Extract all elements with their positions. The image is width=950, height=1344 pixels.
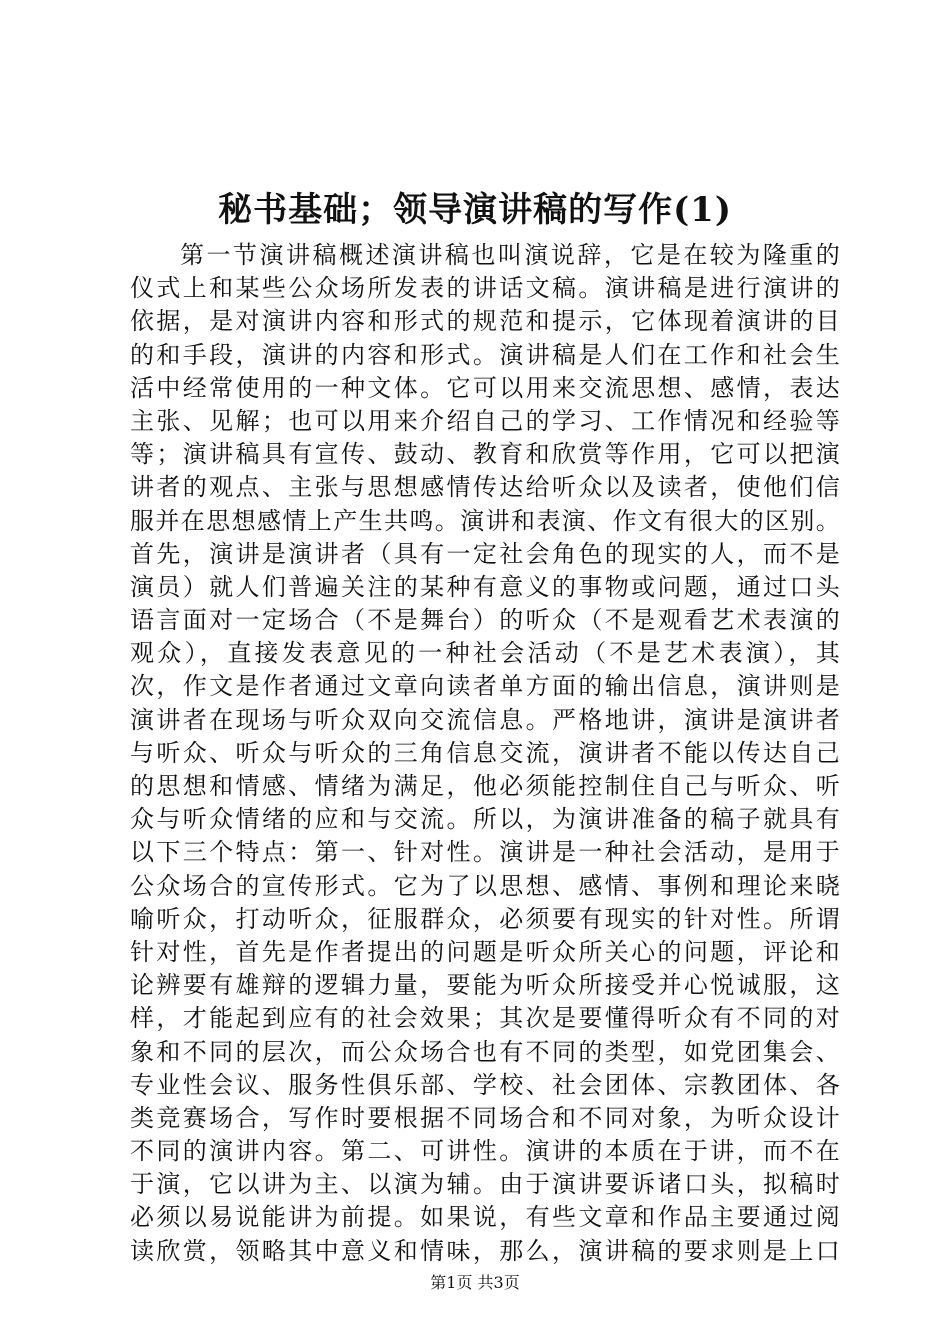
body-text-line: 服并在思想感情上产生共鸣。演讲和表演、作文有很大的区别。 [130, 506, 840, 535]
body-text-line: 活中经常使用的一种文体。它可以用来交流思想、感情，表达 [130, 373, 840, 402]
body-text-line: 于演，它以讲为主、以演为辅。由于演讲要诉诸口头，拟稿时 [130, 1170, 840, 1199]
body-text-line: 观众），直接发表意见的一种社会活动（不是艺术表演），其 [130, 639, 840, 668]
body-text-line: 象和不同的层次，而公众场合也有不同的类型，如党团集会、 [130, 1037, 840, 1066]
body-text [130, 239, 840, 1268]
body-text-line: 的和手段，演讲的内容和形式。演讲稿是人们在工作和社会生 [130, 340, 840, 369]
page-footer: 第1页 共3页 [430, 1273, 520, 1292]
body-text-line: 首先，演讲是演讲者（具有一定社会角色的现实的人，而不是 [130, 539, 840, 568]
body-text-line: 类竞赛场合，写作时要根据不同场合和不同对象，为听众设计 [130, 1103, 840, 1132]
body-text-line: 的思想和情感、情绪为满足，他必须能控制住自己与听众、听 [130, 772, 840, 800]
body-text-line: 不同的演讲内容。第二、可讲性。演讲的本质在于讲，而不在 [130, 1137, 840, 1166]
body-text-line: 专业性会议、服务性俱乐部、学校、社会团体、宗教团体、各 [130, 1070, 840, 1099]
body-text-line: 次，作文是作者通过文章向读者单方面的输出信息，演讲则是 [130, 672, 840, 701]
body-text-line: 演讲者在现场与听众双向交流信息。严格地讲，演讲是演讲者 [130, 705, 840, 734]
body-text-line: 必须以易说能讲为前提。如果说，有些文章和作品主要通过阅 [130, 1203, 840, 1232]
body-text-line: 语言面对一定场合（不是舞台）的听众（不是观看艺术表演的 [130, 606, 840, 635]
body-text-line: 与听众、听众与听众的三角信息交流，演讲者不能以传达自己 [130, 738, 840, 767]
body-text-line: 喻听众，打动听众，征服群众，必须要有现实的针对性。所谓 [130, 904, 840, 933]
body-text-line: 等；演讲稿具有宣传、鼓动、教育和欣赏等作用，它可以把演 [130, 440, 840, 469]
body-text-line: 样，才能起到应有的社会效果；其次是要懂得听众有不同的对 [130, 1004, 840, 1033]
body-text-line: 第一节演讲稿概述演讲稿也叫演说辞，它是在较为隆重的 [180, 241, 840, 269]
body-text-line: 演员）就人们普遍关注的某种有意义的事物或问题，通过口头 [130, 572, 840, 601]
body-text-line: 依据，是对演讲内容和形式的规范和提示，它体现着演讲的目 [130, 307, 840, 336]
page-title: 秘书基础；领导演讲稿的写作(1) [218, 190, 732, 230]
body-text-line: 主张、见解；也可以用来介绍自己的学习、工作情况和经验等 [130, 406, 840, 435]
body-text-line: 公众场合的宣传形式。它为了以思想、感情、事例和理论来晓 [130, 871, 840, 900]
body-text-line: 读欣赏，领略其中意义和情味，那么，演讲稿的要求则是上口 [130, 1236, 840, 1265]
body-text-line: 以下三个特点：第一、针对性。演讲是一种社会活动，是用于 [130, 838, 840, 867]
body-text-line: 针对性，首先是作者提出的问题是听众所关心的问题，评论和 [130, 937, 840, 966]
body-text-line: 讲者的观点、主张与思想感情传达给听众以及读者，使他们信 [130, 473, 840, 502]
body-text-line: 论辨要有雄辩的逻辑力量，要能为听众所接受并心悦诚服，这 [130, 971, 840, 1000]
body-text-line: 众与听众情绪的应和与交流。所以，为演讲准备的稿子就具有 [130, 805, 840, 834]
body-text-line: 仪式上和某些公众场所发表的讲话文稿。演讲稿是进行演讲的 [130, 274, 840, 303]
